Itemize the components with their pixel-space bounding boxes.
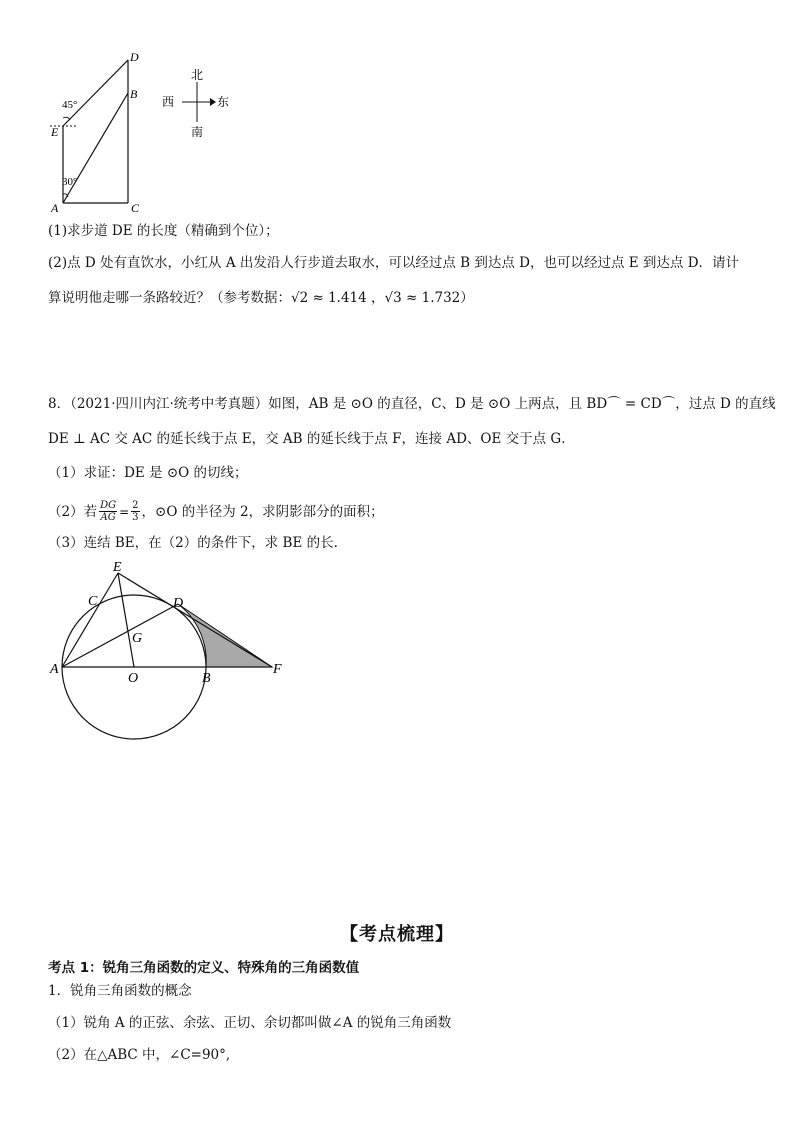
circle-diagram — [40, 555, 300, 755]
q7-part1: (1)求步道 DE 的长度（精确到个位）； — [48, 223, 279, 239]
compass-east-arrow — [210, 98, 216, 106]
q7-part2-line2: 算说明他走哪一条路较近？（参考数据：√2 ≈ 1.414 ，√3 ≈ 1.732） — [48, 290, 474, 306]
label-F: F — [273, 662, 282, 677]
fraction-numerator: DG — [100, 500, 117, 511]
fraction-value-numerator: 2 — [132, 500, 139, 511]
label-O: O — [128, 671, 139, 686]
line-OE — [118, 573, 134, 667]
label-D: D — [173, 596, 184, 611]
compass-east: 东 — [217, 95, 230, 109]
q8-part3: （3）连结 BE，在（2）的条件下，求 BE 的长. — [48, 535, 338, 551]
label-E: E — [113, 560, 122, 575]
topic-heading: 考点 1：锐角三角函数的定义、特殊角的三角函数值 — [48, 960, 360, 976]
angle-30-label: 30° — [62, 176, 78, 188]
fraction-value-denominator: 3 — [132, 512, 139, 523]
label-G: G — [132, 631, 143, 646]
label-A: A — [50, 662, 59, 677]
fraction-denominator: AG — [100, 512, 116, 523]
compass-west: 西 — [162, 95, 175, 109]
compass — [160, 64, 235, 140]
fraction-value — [131, 500, 139, 523]
compass-north: 北 — [191, 68, 204, 82]
item-1: 1．锐角三角函数的概念 — [48, 983, 192, 999]
equals-sign: = — [119, 504, 130, 519]
label-C: C — [131, 201, 140, 215]
fraction-dg-ag — [99, 500, 117, 523]
q8-line2: DE ⊥ AC 交 AC 的延长线于点 E，交 AB 的延长线于点 F，连接 AD、OE 交于点 G． — [48, 431, 575, 447]
item-1-2: （2）在△ABC 中，∠C=90°, — [48, 1047, 231, 1063]
shaded-region — [178, 604, 272, 667]
q8-part2-suffix: ，⊙O 的半径为 2，求阴影部分的面积； — [141, 503, 384, 520]
path-diagram — [40, 48, 160, 218]
line-EF — [118, 573, 272, 667]
compass-south: 南 — [191, 125, 204, 139]
q8-line1: 8．（2021·四川内江·统考中考真题）如图，AB 是 ⊙O 的直径，C、D 是 ⊙O 上两点，且 BD⌒ = CD⌒，过点 D 的直线 — [48, 396, 776, 412]
label-C: C — [88, 594, 98, 609]
label-D: D — [130, 50, 139, 64]
q8-part2 — [48, 500, 384, 523]
line-AE — [62, 573, 118, 667]
q8-part2-prefix: （2）若 — [48, 503, 98, 520]
section-title: 【考点梳理】 — [340, 924, 454, 945]
label-A: A — [51, 201, 59, 215]
label-B: B — [130, 87, 138, 101]
edge-ED — [63, 60, 128, 126]
label-B: B — [202, 671, 211, 686]
line-AD — [62, 604, 178, 667]
q7-part2-line1: (2)点 D 处有直饮水，小红从 A 出发沿人行步道去取水，可以经过点 B 到达点 D，也可以经过点 E 到达点 D．请计 — [48, 255, 740, 271]
label-E: E — [51, 125, 59, 139]
item-1-1: （1）锐角 A 的正弦、余弦、正切、余切都叫做∠A 的锐角三角函数 — [48, 1015, 452, 1031]
angle-45-label: 45° — [62, 99, 78, 111]
q8-part1: （1）求证：DE 是 ⊙O 的切线； — [48, 465, 248, 481]
